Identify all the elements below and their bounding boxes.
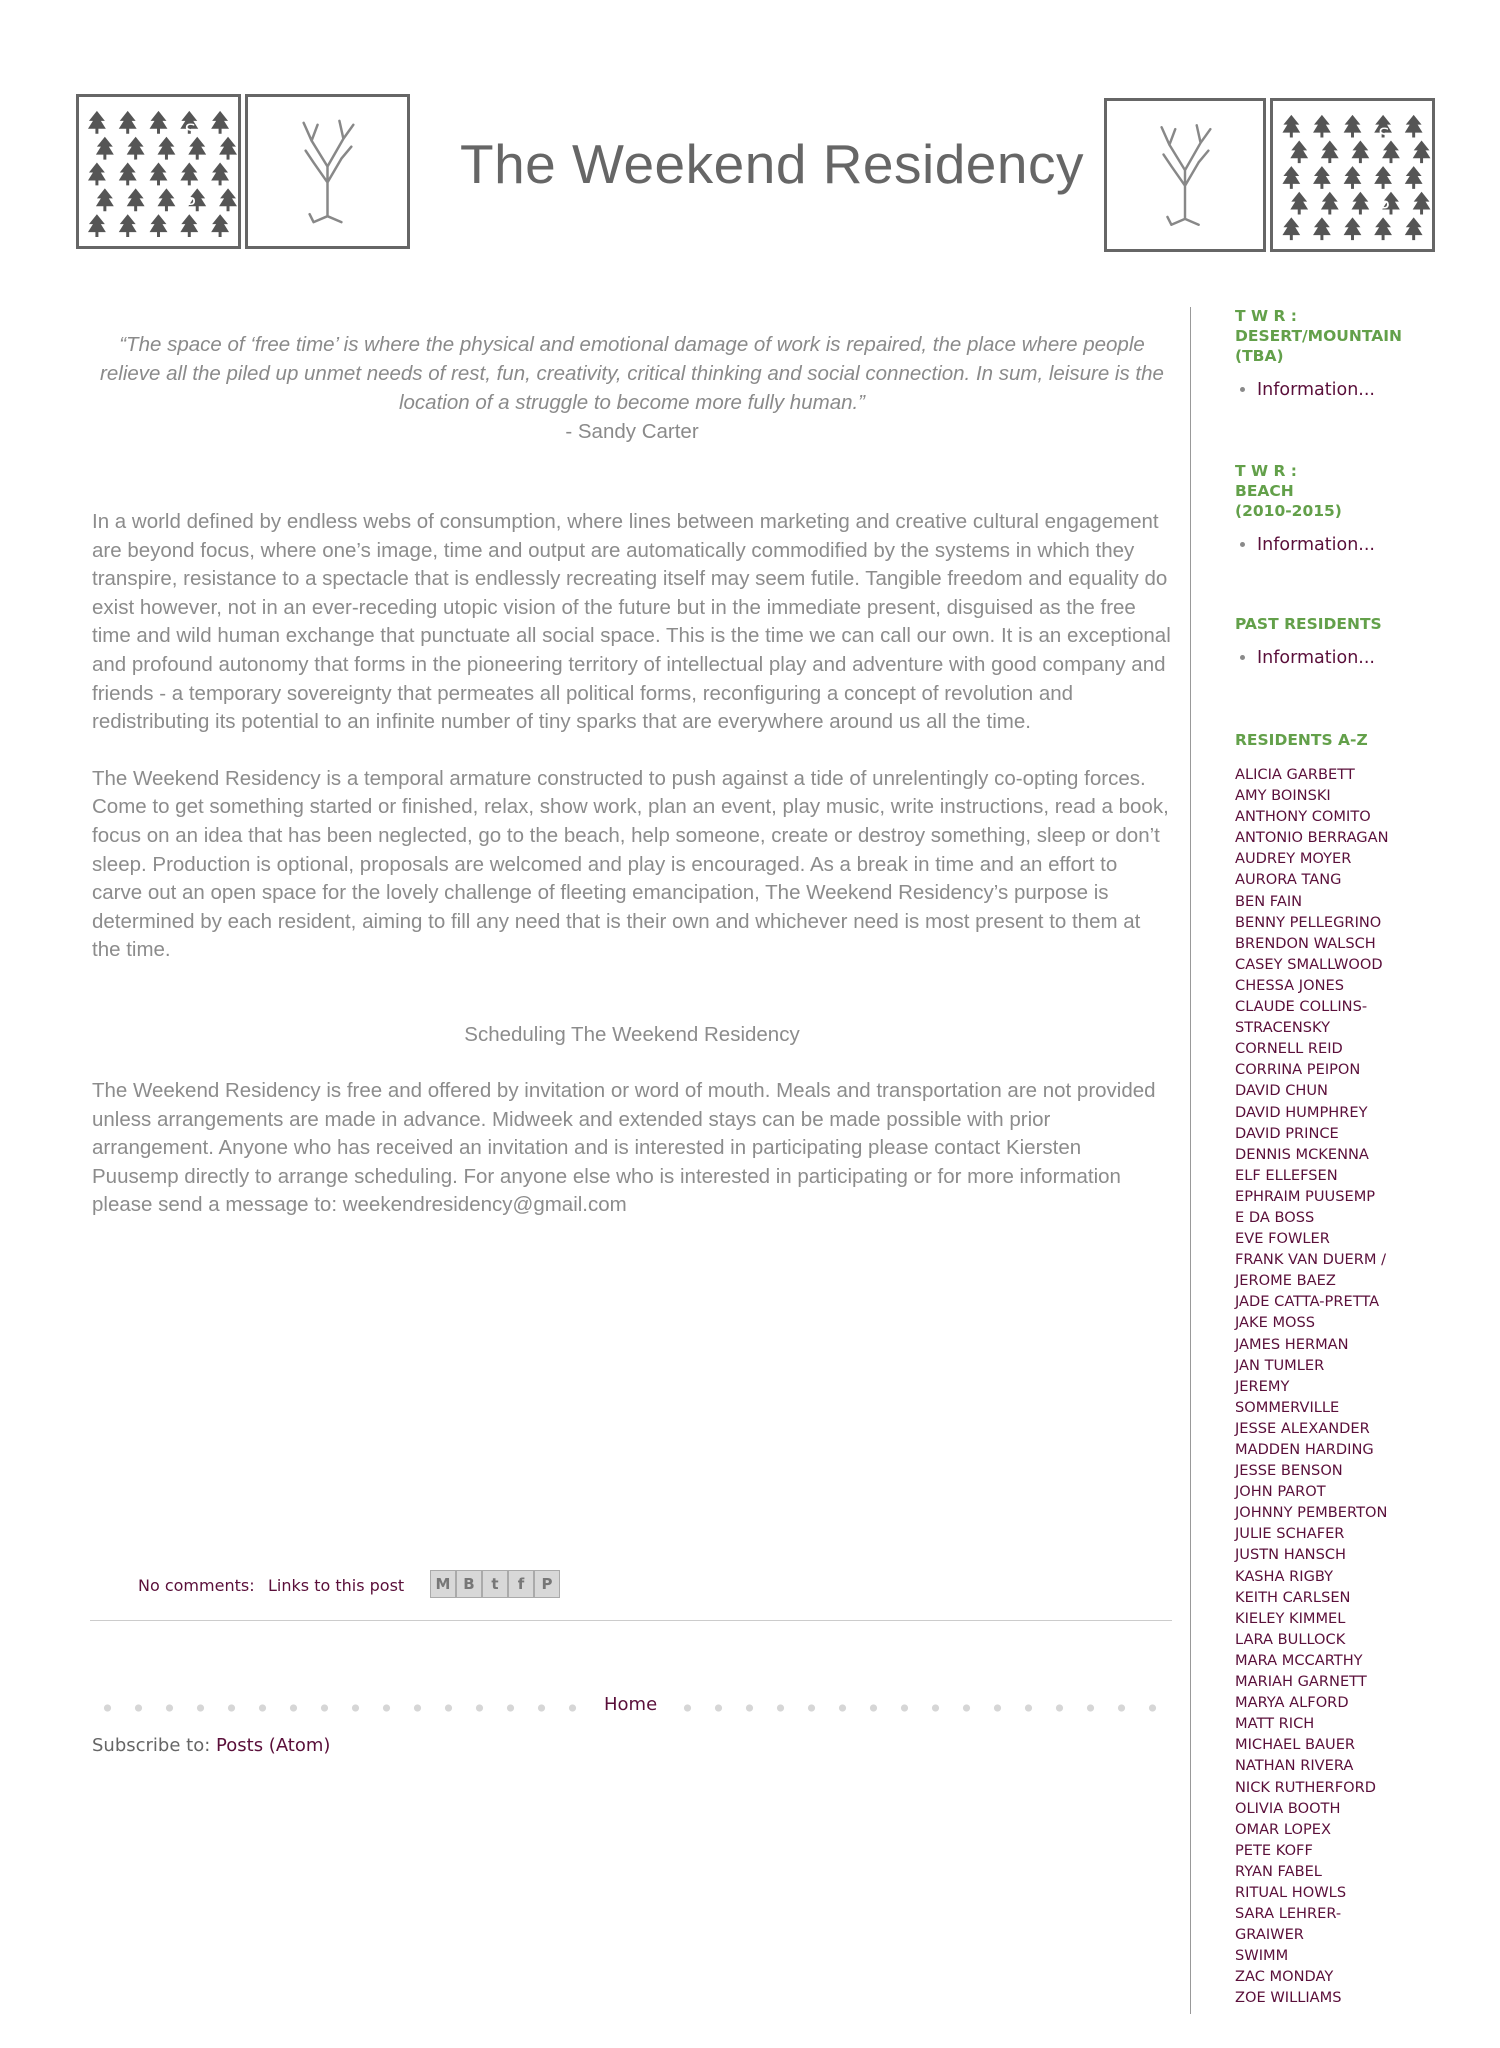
widget-title: PAST RESIDENTS (1235, 615, 1382, 633)
resident-link[interactable]: RITUAL HOWLS (1235, 1883, 1347, 1901)
pine-tree-icon (1344, 217, 1362, 240)
pine-tree-icon (1313, 115, 1331, 138)
resident-item (1235, 1819, 1395, 1840)
post-body (92, 330, 1172, 1220)
pine-tree-icon (1405, 217, 1423, 240)
beach-information-link[interactable]: Information... (1257, 535, 1375, 555)
pine-tree-icon (1374, 217, 1392, 240)
pine-tree-icon (1282, 217, 1300, 240)
resident-item (1235, 1882, 1395, 1903)
resident-item (1235, 1207, 1395, 1228)
widget-title (1235, 461, 1375, 521)
resident-link[interactable]: EPHRAIM PUUSEMP (1235, 1187, 1376, 1205)
pine-tree-icon (180, 214, 198, 237)
pine-tree-icon (211, 163, 229, 186)
resident-link[interactable]: MARIAH GARNETT (1235, 1673, 1367, 1691)
pine-tree-icon (88, 163, 106, 186)
subscribe-label: Subscribe to: (92, 1735, 211, 1756)
widget-title-line: (2010-2015) (1235, 502, 1342, 520)
dotted-divider (672, 1704, 1172, 1712)
pine-tree-icon (219, 137, 237, 160)
resident-item (1235, 1291, 1395, 1312)
resident-item (1235, 954, 1395, 975)
resident-item (1235, 1566, 1395, 1587)
resident-item (1235, 1418, 1395, 1460)
resident-link[interactable]: DAVID PRINCE (1235, 1124, 1339, 1142)
resident-link[interactable]: CHESSA JONES (1235, 976, 1344, 994)
resident-item (1235, 764, 1395, 785)
resident-item (1235, 1713, 1395, 1734)
pine-tree-icon (119, 214, 137, 237)
pine-tree-icon (211, 111, 229, 134)
widget-title (1235, 306, 1402, 366)
resident-link[interactable]: AURORA TANG (1235, 871, 1342, 889)
resident-link[interactable]: JOHNNY PEMBERTON (1235, 1504, 1388, 1522)
widget-title-line: BEACH (1235, 482, 1294, 500)
resident-link[interactable]: FRANK VAN DUERM / JEROME BAEZ (1235, 1251, 1387, 1290)
pine-tree-icon (127, 188, 145, 211)
divider (90, 1620, 1172, 1621)
bare-tree-logo-right (1104, 98, 1266, 252)
resident-item (1235, 1144, 1395, 1165)
resident-item (1235, 1692, 1395, 1713)
widget-link-list (1235, 378, 1402, 402)
list-item (1257, 378, 1402, 402)
subscribe-row (92, 1735, 330, 1756)
resident-link[interactable]: MATT RICH (1235, 1715, 1315, 1733)
widget-past-residents (1235, 614, 1382, 670)
pine-tree-icon (88, 214, 106, 237)
resident-item (1235, 1777, 1395, 1798)
pine-tree-icon (1344, 166, 1362, 189)
epigraph-quote: “The space of ‘free time’ is where the physical and emotional damage of work is repaired, the place where people relieve all the piled up unmet needs of rest, fun, creativity, critical thinking and social connection. In sum, leisure is the location of a struggle to become more fully human.” (100, 333, 1164, 414)
bare-tree-icon (248, 97, 407, 246)
resident-link[interactable]: LARA BULLOCK (1235, 1630, 1346, 1648)
scheduling-heading: Scheduling The Weekend Residency (464, 1022, 800, 1046)
logo-letter-p: P (184, 194, 196, 216)
logo-letter-i: I (1341, 198, 1348, 219)
pine-tree-icon (1321, 140, 1339, 163)
resident-link[interactable]: JAN TUMLER (1235, 1356, 1325, 1374)
widget-link-list (1235, 533, 1375, 557)
resident-link[interactable]: JAKE MOSS (1235, 1314, 1316, 1332)
resident-link[interactable]: RYAN FABEL (1235, 1862, 1322, 1880)
resident-item (1235, 1629, 1395, 1650)
resident-item (1235, 869, 1395, 890)
pine-tree-icon (1313, 217, 1331, 240)
desert-information-link[interactable]: Information... (1257, 380, 1375, 400)
resident-link[interactable]: MARA MCCARTHY (1235, 1651, 1363, 1669)
tree-grid-icon (79, 97, 238, 246)
resident-link[interactable]: AUDREY MOYER (1235, 850, 1352, 868)
resident-link[interactable]: DAVID HUMPHREY (1235, 1103, 1368, 1121)
resident-link[interactable]: MARYA ALFORD (1235, 1694, 1349, 1712)
about-paragraph: The Weekend Residency is a temporal armature constructed to push against a tide of unrelentingly co-opting forces. Come to get something started or finished, relax, show work, plan an event, play music, write instructions, read a book, focus on an idea that has been neglected, go to the beach, help someone, create or destroy something, sleep or don’t sleep. Production is optional, proposals are welcomed and play is encouraged. As a break in time and an effort to carve out an open space for the lovely challenge of fleeting emancipation, The Weekend Residency’s purpose is determined by each resident, aiming to fill any need that is their own and whichever need is most present to them at the time. (92, 766, 1169, 962)
resident-link[interactable]: SWIMM (1235, 1947, 1289, 1965)
resident-link[interactable]: PETE KOFF (1235, 1841, 1313, 1859)
resident-item (1235, 1460, 1395, 1481)
pine-tree-icon (150, 163, 168, 186)
facebook-icon[interactable]: f (508, 1570, 534, 1598)
resident-item (1235, 1334, 1395, 1355)
resident-item (1235, 1080, 1395, 1101)
dotted-divider (92, 1704, 592, 1712)
pine-tree-icon (1352, 140, 1370, 163)
pine-tree-icon (88, 111, 106, 134)
resident-item (1235, 1312, 1395, 1333)
resident-link[interactable]: ANTONIO BERRAGAN (1235, 829, 1389, 847)
resident-item (1235, 848, 1395, 869)
resident-item (1235, 1861, 1395, 1882)
resident-link[interactable]: OLIVIA BOOTH (1235, 1799, 1341, 1817)
logo-letter-i: I (147, 194, 154, 216)
resident-link[interactable]: CLAUDE COLLINS-STRACENSKY (1235, 998, 1368, 1037)
widget-residents-a-z (1235, 730, 1395, 2009)
resident-link[interactable]: KEITH CARLSEN (1235, 1588, 1351, 1606)
pine-tree-icon (1413, 140, 1431, 163)
pine-tree-icon (1344, 115, 1362, 138)
pinterest-icon[interactable]: P (534, 1570, 560, 1598)
resident-item (1235, 1840, 1395, 1861)
pine-tree-icon (158, 137, 176, 160)
resident-item (1235, 806, 1395, 827)
widget-beach (1235, 461, 1375, 557)
residents-list (1235, 764, 1395, 2009)
logo-letter-h: H (133, 156, 148, 178)
site-title: The Weekend Residency (460, 133, 1084, 195)
resident-link[interactable]: JOHN PAROT (1235, 1483, 1326, 1501)
pine-tree-icon (1321, 192, 1339, 215)
pine-tree-icon (1282, 166, 1300, 189)
epigraph-author: - Sandy Carter (565, 420, 699, 443)
pine-tree-icon (211, 214, 229, 237)
resident-item (1235, 1587, 1395, 1608)
resident-link[interactable]: NATHAN RIVERA (1235, 1757, 1354, 1775)
resident-item (1235, 1798, 1395, 1819)
bare-tree-logo-left (245, 94, 410, 249)
resident-link[interactable]: BRENDON WALSCH (1235, 934, 1376, 952)
widget-title-line: (TBA) (1235, 347, 1284, 365)
resident-item (1235, 1523, 1395, 1544)
list-item (1257, 646, 1382, 670)
resident-item (1235, 912, 1395, 933)
resident-item (1235, 1249, 1395, 1291)
resident-item (1235, 1481, 1395, 1502)
widget-title-line: DESERT/MOUNTAIN (1235, 327, 1402, 345)
resident-item (1235, 1987, 1395, 2008)
header (0, 0, 1500, 280)
resident-item (1235, 933, 1395, 954)
resident-item (1235, 1355, 1395, 1376)
resident-item (1235, 1945, 1395, 1966)
resident-link[interactable]: SARA LEHRER-GRAIWER (1235, 1905, 1342, 1944)
resident-item (1235, 1165, 1395, 1186)
resident-link[interactable]: CORRINA PEIPON (1235, 1061, 1361, 1079)
widget-link-list (1235, 646, 1382, 670)
resident-link[interactable]: CORNELL REID (1235, 1040, 1343, 1058)
resident-link[interactable]: MICHAEL BAUER (1235, 1736, 1356, 1754)
resident-item (1235, 1734, 1395, 1755)
pine-tree-icon (1405, 115, 1423, 138)
resident-link[interactable]: OMAR LOPEX (1235, 1820, 1331, 1838)
resident-link[interactable]: ZOE WILLIAMS (1235, 1989, 1342, 2007)
bare-tree-icon (1107, 101, 1263, 249)
logo-letter-s: S (184, 120, 196, 142)
pine-tree-icon (1352, 192, 1370, 215)
resident-item (1235, 1671, 1395, 1692)
resident-link[interactable]: KASHA RIGBY (1235, 1567, 1334, 1585)
pine-tree-icon (150, 111, 168, 134)
pine-tree-icon (1290, 192, 1308, 215)
resident-link[interactable]: ZAC MONDAY (1235, 1968, 1334, 1986)
pine-tree-icon (119, 111, 137, 134)
resident-item (1235, 891, 1395, 912)
resident-link[interactable]: NICK RUTHERFORD (1235, 1778, 1376, 1796)
pine-tree-icon (1290, 140, 1308, 163)
resident-link[interactable]: JESSE BENSON (1235, 1462, 1343, 1480)
tree-grid-logo-left (76, 94, 241, 249)
comments-link[interactable]: No comments: (138, 1576, 255, 1595)
widget-desert-mountain (1235, 306, 1402, 402)
widget-title: RESIDENTS A-Z (1235, 731, 1368, 749)
list-item (1257, 533, 1375, 557)
widget-title-line: T W R : (1235, 307, 1297, 325)
home-link[interactable]: Home (604, 1694, 658, 1715)
resident-link[interactable]: JADE CATTA-PRETTA (1235, 1293, 1380, 1311)
links-to-post-link[interactable]: Links to this post (268, 1576, 405, 1595)
pine-tree-icon (96, 188, 114, 211)
resident-link[interactable]: JULIE SCHAFER (1235, 1525, 1345, 1543)
logo-letter-p: P (1378, 198, 1390, 219)
pine-tree-icon (96, 137, 114, 160)
resident-link[interactable]: ANTHONY COMITO (1235, 808, 1371, 826)
resident-item (1235, 1650, 1395, 1671)
pine-tree-icon (1282, 115, 1300, 138)
resident-item (1235, 1903, 1395, 1945)
scheduling-paragraph: The Weekend Residency is free and offered by invitation or word of mouth. Meals and transportation are not provided unless arrangements are made in advance. Midweek and extended stays can be made possible with prior arrangement. Anyone who has received an invitation and is interested in participating please contact Kiersten Puusemp directly to arrange scheduling. For anyone else who is interested in participating or for more information please send a message to: weekendresidency@gmail.com (92, 1078, 1156, 1217)
resident-link[interactable]: CASEY SMALLWOOD (1235, 955, 1383, 973)
resident-link[interactable]: JEREMY SOMMERVILLE (1235, 1377, 1340, 1416)
tree-grid-logo-right (1270, 98, 1435, 252)
pine-tree-icon (1413, 192, 1431, 215)
resident-link[interactable]: JAMES HERMAN (1235, 1335, 1349, 1353)
resident-item (1235, 827, 1395, 848)
resident-item (1235, 1186, 1395, 1207)
resident-link[interactable]: BEN FAIN (1235, 892, 1303, 910)
pine-tree-icon (158, 188, 176, 211)
resident-item (1235, 1544, 1395, 1565)
resident-item (1235, 1755, 1395, 1776)
intro-paragraph: In a world defined by endless webs of consumption, where lines between marketing and creative cultural engagement are beyond focus, where one’s image, time and output are automatically commodified by the systems in which they transpire, resistance to a spectacle that is endlessly recreating itself may seem futile. Tangible freedom and equality do exist however, not in an ever-receding utopic vision of the future but in the immediate present, disguised as the free time and wild human exchange that punctuate all social space. This is the time we can call our own. It is an exceptional and profound autonomy that forms in the pioneering territory of intellectual play and adventure with good company and friends - a temporary sovereignty that permeates all political forms, reconfiguring a concept of revolution and redistributing its potential to an infinite number of tiny sparks that are everywhere around us all the time. (92, 510, 1171, 734)
resident-item (1235, 1502, 1395, 1523)
resident-item (1235, 1038, 1395, 1059)
tree-grid-icon (1273, 101, 1432, 249)
resident-link[interactable]: AMY BOINSKI (1235, 787, 1331, 805)
logo-letter-s: S (1378, 125, 1390, 146)
resident-item (1235, 1608, 1395, 1629)
resident-link[interactable]: EVE FOWLER (1235, 1230, 1330, 1248)
resident-item (1235, 1102, 1395, 1123)
resident-item (1235, 1059, 1395, 1080)
email-icon[interactable]: M (430, 1570, 456, 1598)
logo-letter-h: H (1328, 160, 1342, 181)
pine-tree-icon (1405, 166, 1423, 189)
resident-link[interactable]: DAVID CHUN (1235, 1082, 1328, 1100)
widget-title-line: T W R : (1235, 462, 1297, 480)
pine-tree-icon (1374, 166, 1392, 189)
post-footer (138, 1568, 1038, 1602)
sidebar-divider (1190, 307, 1191, 2014)
resident-item (1235, 975, 1395, 996)
resident-link[interactable]: JUSTN HANSCH (1235, 1546, 1347, 1564)
resident-item (1235, 785, 1395, 806)
resident-link[interactable]: KIELEY KIMMEL (1235, 1609, 1346, 1627)
resident-item (1235, 1376, 1395, 1418)
twitter-icon[interactable]: t (482, 1570, 508, 1598)
blogger-icon[interactable]: B (456, 1570, 482, 1598)
resident-link[interactable]: DENNIS MCKENNA (1235, 1145, 1369, 1163)
posts-atom-link[interactable]: Posts (Atom) (216, 1735, 331, 1756)
resident-item (1235, 1123, 1395, 1144)
resident-item (1235, 1966, 1395, 1987)
pine-tree-icon (150, 214, 168, 237)
resident-link[interactable]: ELF ELLEFSEN (1235, 1166, 1338, 1184)
resident-link[interactable]: E DA BOSS (1235, 1208, 1315, 1226)
resident-item (1235, 1228, 1395, 1249)
blog-pager (92, 1690, 1172, 1720)
resident-link[interactable]: ALICIA GARBETT (1235, 766, 1355, 783)
past-residents-information-link[interactable]: Information... (1257, 648, 1375, 668)
pine-tree-icon (219, 188, 237, 211)
share-buttons (430, 1570, 560, 1598)
pine-tree-icon (180, 163, 198, 186)
resident-link[interactable]: BENNY PELLEGRINO (1235, 913, 1382, 931)
resident-item (1235, 996, 1395, 1038)
resident-link[interactable]: JESSE ALEXANDER MADDEN HARDING (1235, 1419, 1374, 1458)
